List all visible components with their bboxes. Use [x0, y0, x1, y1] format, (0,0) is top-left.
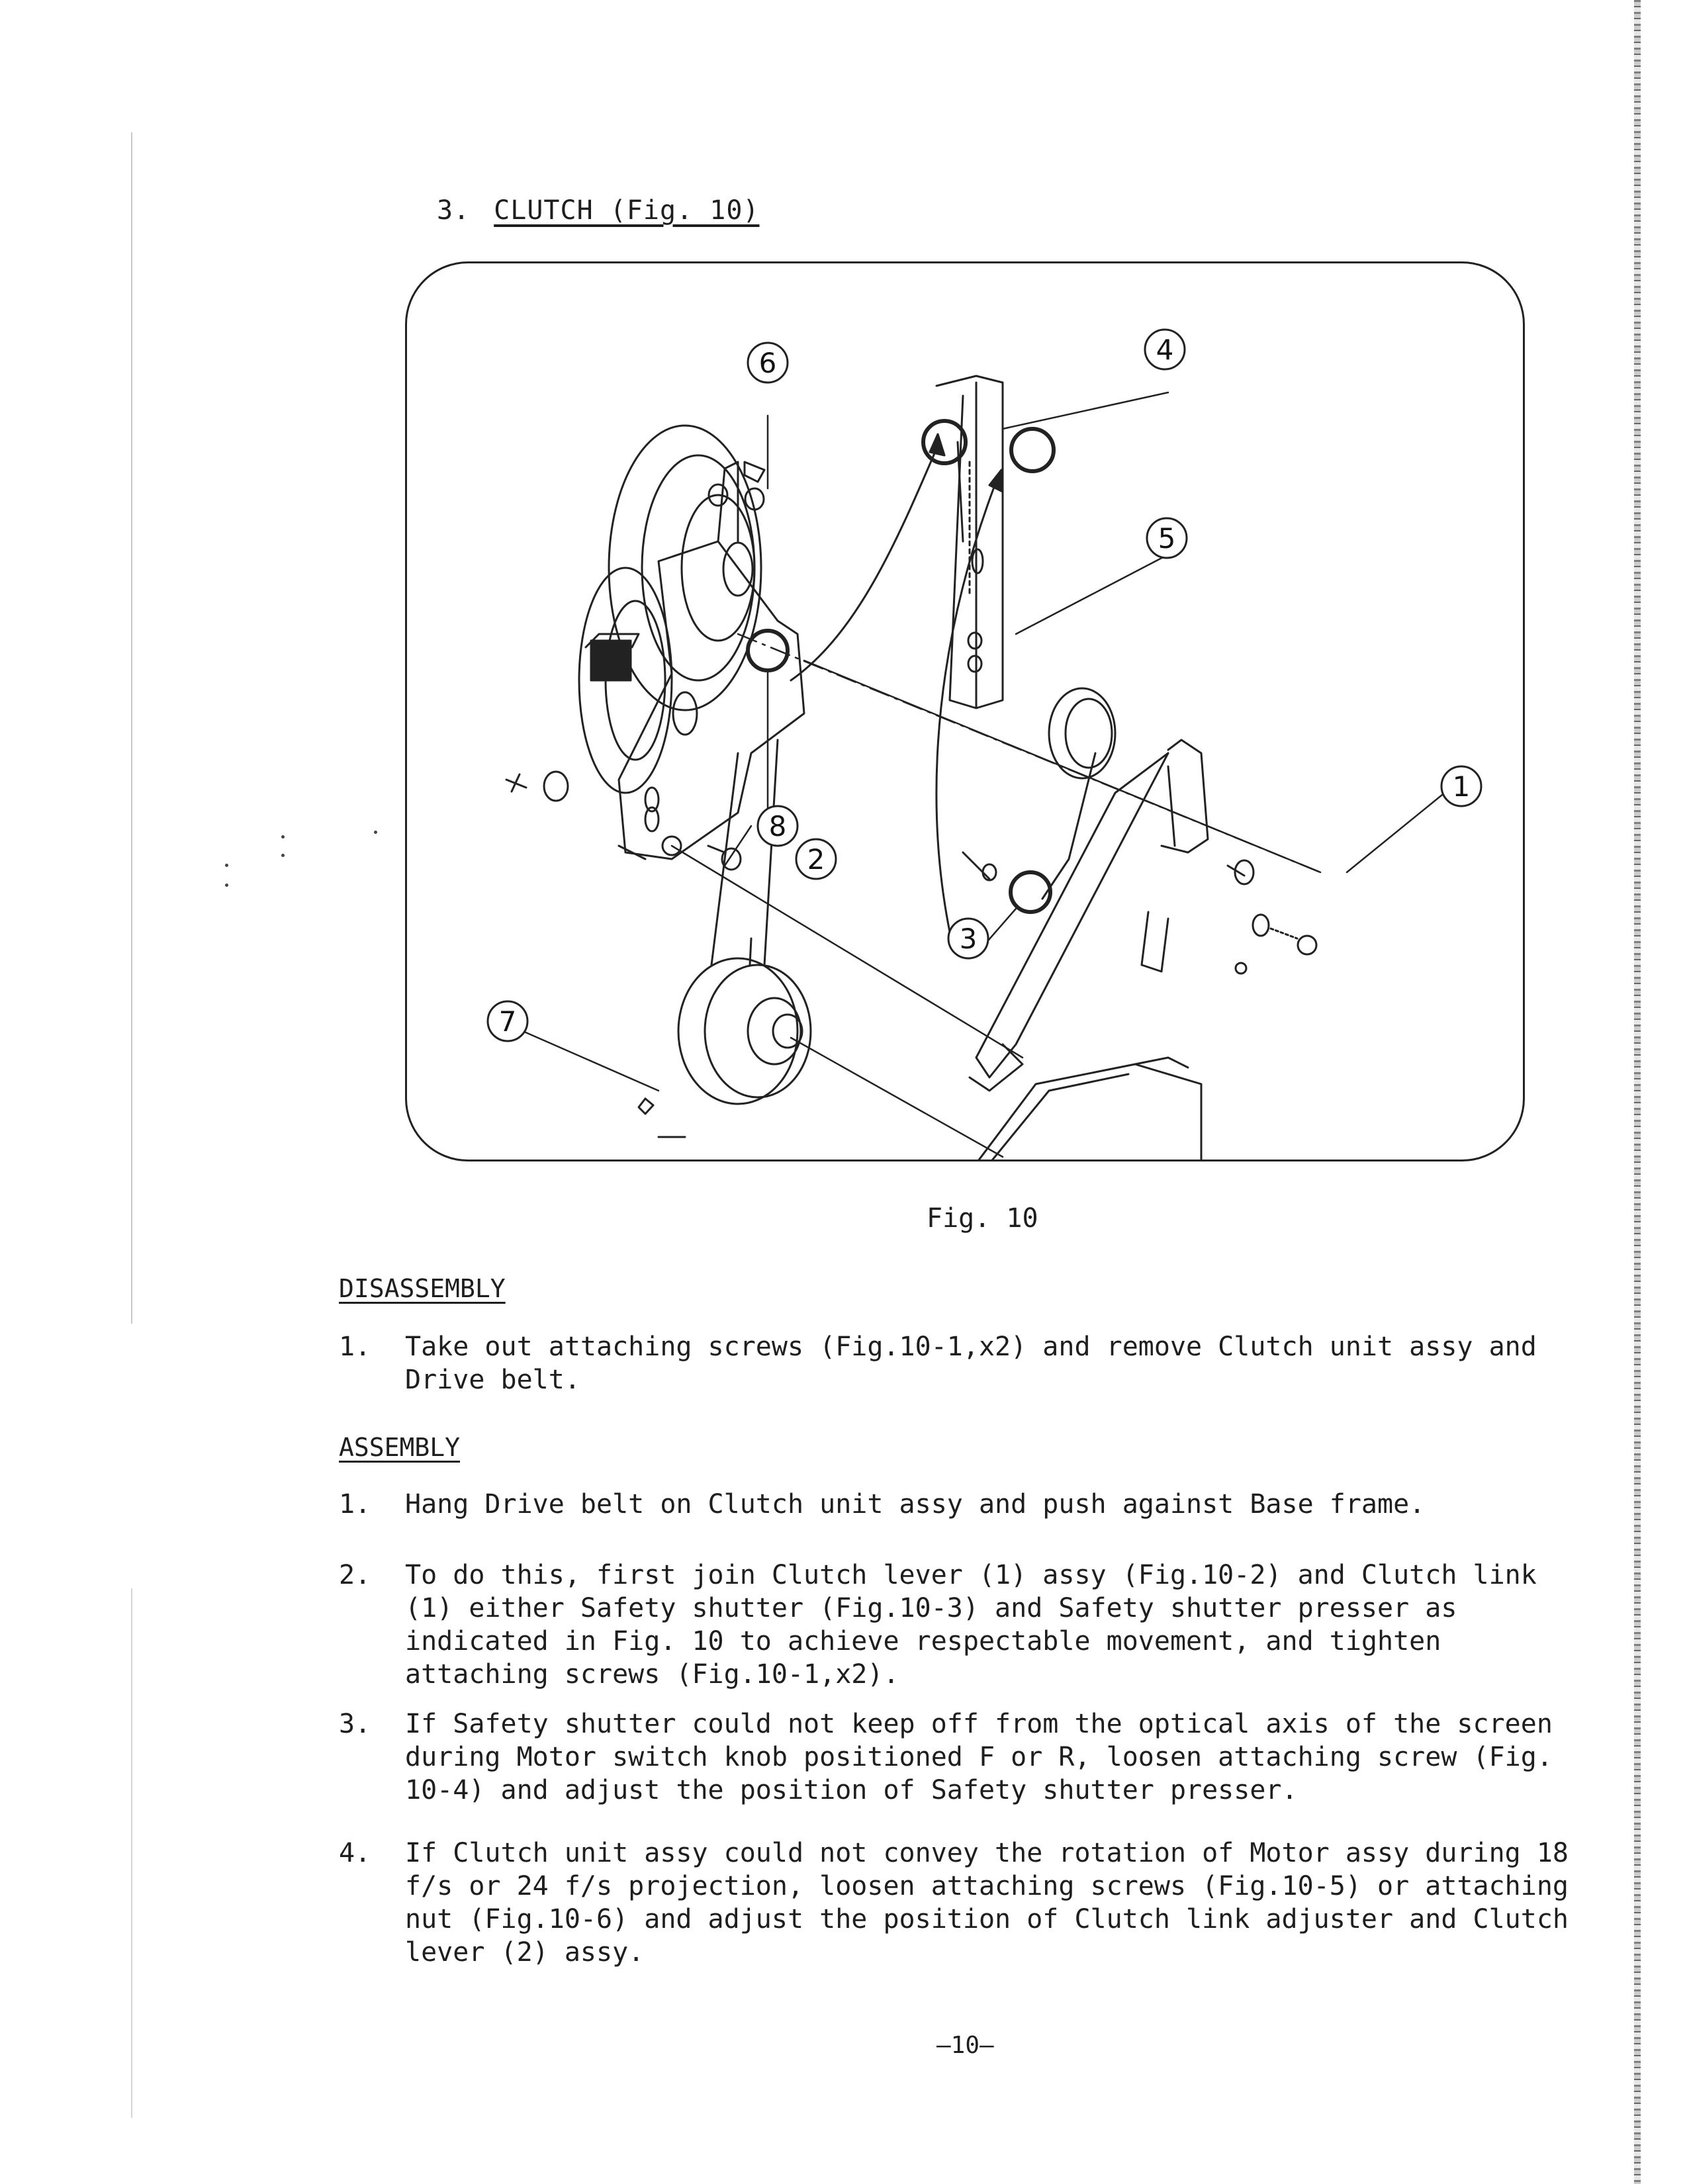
step-number: 3.: [339, 1709, 371, 1739]
figure-caption: Fig. 10: [927, 1203, 1038, 1234]
scan-speck: [281, 835, 285, 839]
page-number: —10—: [936, 2032, 994, 2059]
clutch-exploded-drawing: [407, 263, 1525, 1161]
step-text: If Clutch unit assy could not convey the rotation of Motor assy during 18 f/s or 24 f/s projection, loosen attaching screws (Fig.10-5) or attaching nut (Fig.10-6) and adjust the position of Clutch link adjuster and Clutch lever (2) assy.: [405, 1838, 1569, 1968]
figure-10-illustration: [405, 261, 1525, 1161]
step-number: 1.: [339, 1489, 371, 1520]
scan-speck: [281, 854, 285, 857]
callout-label: 3: [959, 923, 978, 955]
safety-shutter-presser: [936, 376, 1003, 708]
scan-speck: [225, 884, 228, 887]
callout-label: 4: [1156, 334, 1174, 366]
screws-and-washers: [506, 462, 1316, 1137]
section-heading: [437, 195, 759, 226]
callout-label: 2: [807, 843, 825, 876]
step-number: 1.: [339, 1332, 371, 1362]
step-text: To do this, first join Clutch lever (1) assy (Fig.10-2) and Clutch link (1) either Safety shutter (Fig.10-3) and Safety shutter presser as indicated in Fig. 10 to achieve respectable movement, and tighten attaching screws (Fig.10-1,x2).: [405, 1560, 1537, 1690]
callout-label: 1: [1452, 770, 1471, 803]
section-title: CLUTCH (Fig. 10): [494, 195, 760, 226]
callout-label: 7: [498, 1005, 517, 1038]
drive-belt-and-motor-pulley: [678, 740, 811, 1104]
assembly-step: [339, 1707, 1596, 1807]
step-number: 4.: [339, 1838, 371, 1868]
step-number: 2.: [339, 1560, 371, 1590]
scan-speck: [225, 864, 228, 867]
clutch-pulley-assembly: [579, 426, 761, 793]
callout-label: 6: [758, 347, 777, 379]
step-text: Hang Drive belt on Clutch unit assy and push against Base frame.: [405, 1489, 1426, 1520]
safety-shutter-and-link: [970, 688, 1208, 1091]
callout-label: 5: [1158, 522, 1176, 555]
leader-lines: [508, 392, 1453, 1091]
assembly-step: [339, 1488, 1596, 1527]
step-text: If Safety shutter could not keep off from the optical axis of the screen during Motor switch knob positioned F or R, loosen attaching screw (Fig. 10-4) and adjust the position of Safety shutter presser.: [405, 1709, 1553, 1805]
margin-rule: [131, 1588, 132, 2118]
callout-label: 8: [768, 810, 787, 842]
margin-rule: [131, 132, 132, 1324]
scanned-page-edge: [1634, 0, 1641, 2184]
disassembly-step: [339, 1330, 1596, 1403]
switch-block: [586, 634, 639, 680]
section-number: 3.: [437, 195, 471, 226]
assembly-step: [339, 1559, 1596, 1691]
assembly-step: [339, 1837, 1596, 1969]
step-text: Take out attaching screws (Fig.10-1,x2) and remove Clutch unit assy and Drive belt.: [405, 1332, 1537, 1395]
assembly-heading: ASSEMBLY: [339, 1433, 461, 1462]
callout-circles: [488, 330, 1481, 1041]
scan-speck: [374, 831, 377, 834]
disassembly-heading: DISASSEMBLY: [339, 1274, 506, 1303]
